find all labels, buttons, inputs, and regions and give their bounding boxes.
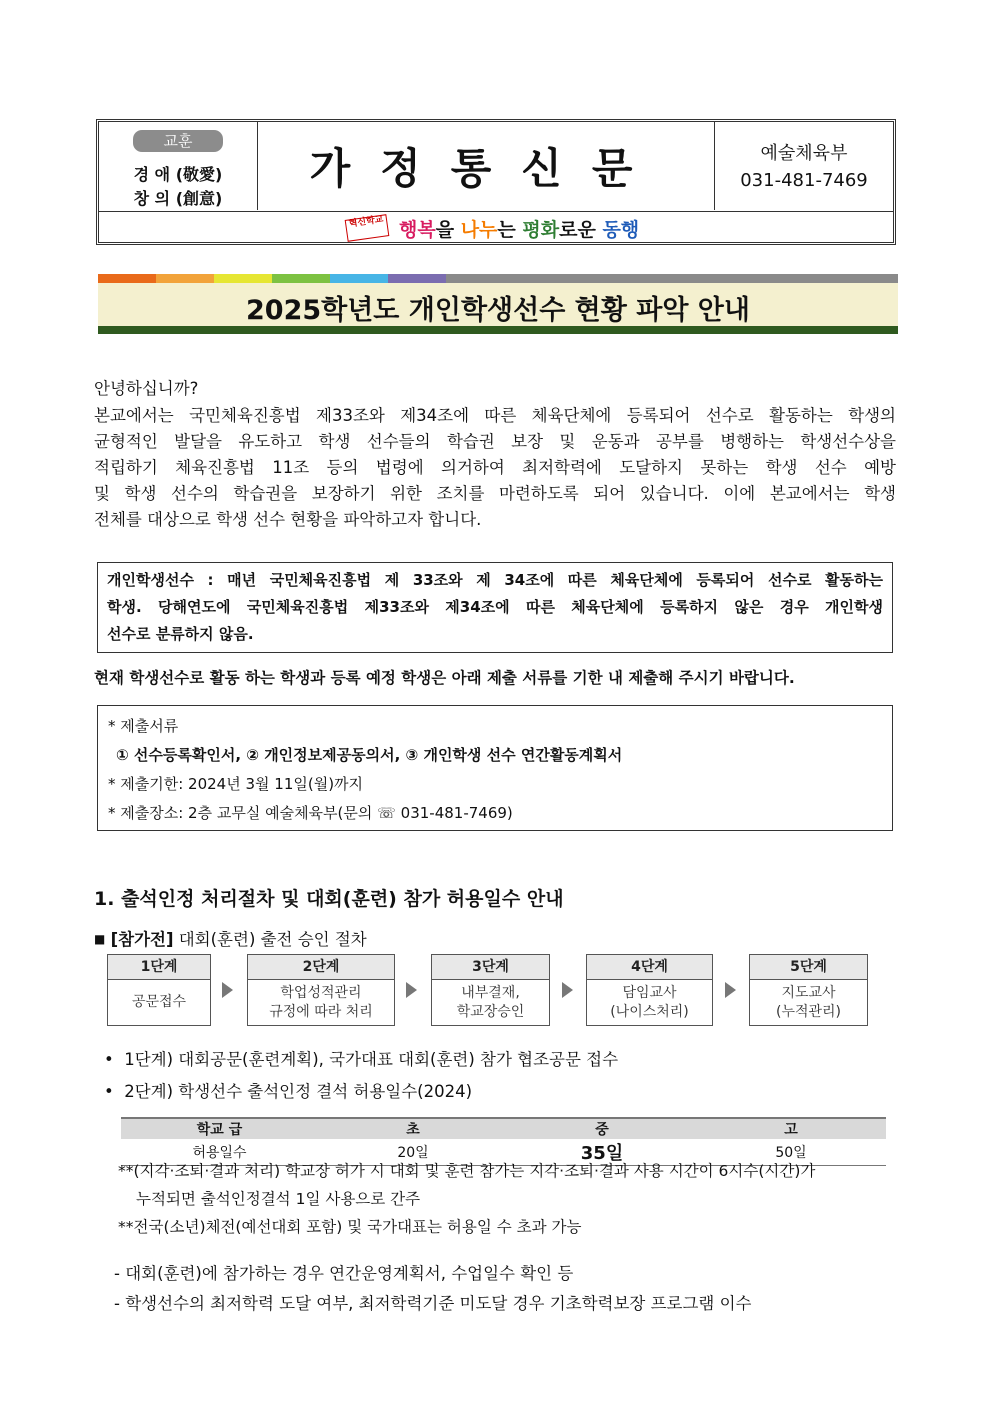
slogan-segment: 평화 (522, 219, 560, 241)
slogan-segment: 로운 (559, 219, 603, 241)
bullet-2 (104, 1078, 472, 1102)
submission-place: * 제출장소: 2층 교무실 예술체육부(문의 ☏ 031-481-7469) (108, 804, 513, 822)
banner-bottom-bar (98, 326, 898, 334)
intro-line: 적립하기 체육진흥법 11조 등의 법령에 의거하여 최저학력에 도달하지 못하는 학생 선수 예방 (94, 458, 896, 477)
step-body: 공문접수 (131, 994, 187, 1010)
definition-line: 선수로 분류하지 않음. (107, 625, 254, 643)
intro-line: 전체를 대상으로 학생 선수 현황을 파악하고자 합니다. (94, 510, 482, 529)
table-cell: 50일 (696, 1139, 886, 1166)
table-header: 중 (508, 1118, 696, 1139)
bullet-icon: • (104, 1082, 114, 1101)
definition-line: 학생. 당해연도에 국민체육진흥법 제33조와 제34조에 따른 체육단체에 등록하지 않은 경우 개인학생 (107, 598, 883, 616)
motto-tag: 교훈 (133, 130, 223, 152)
intro-line: 및 학생 선수의 학습권을 보장하기 위한 조치를 마련하도록 되어 있습니다. 이에 본교에서는 학생 (94, 484, 896, 503)
title-cell (258, 122, 715, 210)
step-body: 내부결재, 학교장승인 (456, 984, 525, 1020)
arrow-right-icon (562, 982, 573, 998)
stripe-segment (388, 274, 446, 283)
arrow-right-icon (406, 982, 417, 998)
submission-box (97, 705, 893, 831)
definition-box (97, 562, 893, 653)
dash-item-2: - 학생선수의 최저학력 도달 여부, 최저학력기준 미도달 경우 기초학력보장 프로그램 이수 (114, 1294, 752, 1313)
motto-cell (99, 122, 258, 210)
step-head: 4단계 (587, 955, 712, 980)
step-head: 5단계 (750, 955, 867, 980)
dash-item-1: - 대회(훈련)에 참가하는 경우 연간운영계획서, 수업일수 확인 등 (114, 1264, 574, 1283)
bullet-text: 1단계) 대회공문(훈련계획), 국가대표 대회(훈련) 참가 협조공문 접수 (124, 1050, 619, 1069)
department-phone: 031-481-7469 (740, 170, 868, 191)
step-1 (107, 954, 211, 1026)
step-body: 담임교사 (나이스처리) (610, 984, 689, 1020)
submission-request: 현재 학생선수로 활동 하는 학생과 등록 예정 학생은 아래 제출 서류를 기한 내 제출해 주시기 바랍니다. (94, 669, 795, 687)
slogan-segment: 동행 (602, 219, 640, 241)
greeting: 안녕하십니까? (94, 379, 199, 398)
school-slogan (399, 215, 639, 242)
slogan-segment: 을 (435, 219, 461, 241)
subtitle-bold: [참가전] (110, 930, 174, 949)
slogan-segment: 행복 (399, 219, 436, 241)
deadline: * 제출기한: 2024년 3월 11일(월)까지 (108, 775, 364, 793)
motto-line-1: 경 애 (敬愛) (133, 165, 223, 184)
step-3 (431, 954, 550, 1026)
intro-paragraph (94, 403, 896, 533)
arrow-right-icon (222, 982, 233, 998)
step-5 (749, 954, 868, 1026)
table-header: 고 (696, 1118, 886, 1139)
note-2: **전국(소년)체전(예선대회 포함) 및 국가대표는 허용일 수 초과 가능 (118, 1218, 582, 1236)
step-head: 3단계 (432, 955, 549, 980)
docs-label: * 제출서류 (108, 717, 179, 735)
table-cell: 20일 (318, 1139, 508, 1166)
step-4 (586, 954, 713, 1026)
table-header: 학교 급 (121, 1118, 318, 1139)
innovation-school-logo: 혁신학교 (345, 214, 390, 242)
intro-line: 본교에서는 국민체육진흥법 제33조와 제34조에 따른 체육단체에 등록되어 선수로 활동하는 학생의 (94, 406, 896, 425)
step-head: 2단계 (248, 955, 394, 980)
definition-line: 개인학생선수 : 매년 국민체육진흥법 제 33조와 제 34조에 따른 체육단체에 등록되어 선수로 활동하는 (107, 571, 883, 589)
note-1-line-b: 누적되면 출석인정결석 1일 사용으로 간주 (136, 1190, 421, 1208)
step-body: 지도교사 (누적관리) (775, 984, 842, 1020)
motto-line-2: 창 의 (創意) (133, 189, 223, 208)
title-banner (98, 274, 898, 334)
subtitle-rest: 대회(훈련) 출전 승인 절차 (173, 930, 367, 949)
slogan-row (99, 211, 893, 243)
section-1-title: 1. 출석인정 처리절차 및 대회(훈련) 참가 허용일수 안내 (94, 888, 564, 910)
stripe-segment (330, 274, 388, 283)
stripe-segment (156, 274, 214, 283)
stripe-segment (98, 274, 156, 283)
arrow-right-icon (725, 982, 736, 998)
bullet-1 (104, 1046, 618, 1070)
bullet-icon: • (104, 1050, 114, 1069)
stripe-segment (214, 274, 272, 283)
step-body: 학업성적관리 규정에 따라 처리 (269, 984, 373, 1020)
table-header: 초 (318, 1118, 508, 1139)
table-cell: 35일 (508, 1139, 696, 1166)
bullet-text: 2단계) 학생선수 출석인정 결석 허용일수(2024) (124, 1082, 473, 1101)
slogan-segment: 는 (497, 219, 523, 241)
table-cell: 허용일수 (121, 1139, 318, 1166)
square-bullet-icon: ■ (94, 932, 106, 946)
document-title: 가정통신문 (309, 144, 663, 193)
docs-list: ① 선수등록확인서, ② 개인정보제공동의서, ③ 개인학생 선수 연간활동계획서 (116, 746, 623, 764)
intro-line: 균형적인 발달을 유도하고 학생 선수들의 학습권 보장 및 운동과 공부를 병행하는 학생선수상을 (94, 432, 896, 451)
department-name: 예술체육부 (760, 143, 848, 164)
stripe-segment (446, 274, 898, 283)
slogan-segment: 나누 (460, 219, 498, 241)
notice-title: 2025학년도 개인학생선수 현황 파악 안내 (246, 295, 750, 326)
table-header-row (121, 1118, 886, 1139)
header-box (96, 119, 896, 245)
step-head: 1단계 (108, 955, 210, 980)
section-1-subtitle (94, 926, 367, 950)
stripe-segment (272, 274, 330, 283)
dept-cell (715, 122, 893, 210)
note-1-line-a: **(지각·조퇴·결과 처리) 학교장 허가 시 대회 및 훈련 참가는 지각·조퇴·결과 사용 시간이 6시수(시간)가 (118, 1162, 816, 1180)
step-2 (247, 954, 395, 1026)
